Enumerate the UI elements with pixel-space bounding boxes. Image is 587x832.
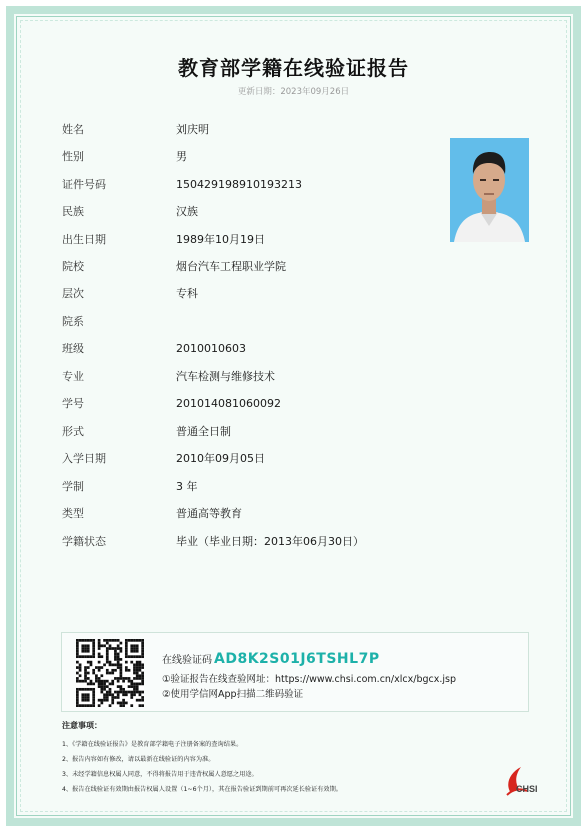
note-item: 2、报告内容如有修改，请以最新在线验证的内容为准。 xyxy=(62,756,215,763)
portrait-icon xyxy=(450,138,529,242)
field-label: 形式 xyxy=(62,425,84,438)
update-date: 更新日期：2023年09月26日 xyxy=(237,87,350,97)
field-label: 专业 xyxy=(62,370,84,383)
field-value: 汽车检测与维修技术 xyxy=(176,370,275,383)
field-label: 班级 xyxy=(62,342,84,355)
field-value: 烟台汽车工程职业学院 xyxy=(176,260,286,273)
field-value: 普通高等教育 xyxy=(176,507,242,520)
field-label: 姓名 xyxy=(62,123,84,136)
note-item: 1、《学籍在线验证报告》是教育部学籍电子注册备案的查询结果。 xyxy=(62,741,243,748)
verification-box xyxy=(61,632,529,712)
field-label: 学籍状态 xyxy=(62,535,106,548)
verification-url-tip: ①验证报告在线查验网址：https://www.chsi.com.cn/xlcx/bgcx.jsp xyxy=(162,674,456,685)
notes-title: 注意事项： xyxy=(62,721,102,730)
field-value: 201014081060092 xyxy=(176,397,281,410)
field-label: 层次 xyxy=(62,287,84,300)
note-item: 4、报告在线验证有效期由报告权属人设置（1~6个月），其在报告验证到期前可再次延长验证有效期。 xyxy=(62,786,342,793)
field-value: 男 xyxy=(176,150,187,163)
field-label: 类型 xyxy=(62,507,84,520)
field-value: 3 年 xyxy=(176,480,198,493)
note-item: 3、未经学籍信息权属人同意，不得将报告用于违背权属人意愿之用途。 xyxy=(62,771,258,778)
field-label: 学号 xyxy=(62,397,84,410)
qr-code-icon[interactable] xyxy=(76,639,144,707)
page-title: 教育部学籍在线验证报告 xyxy=(178,56,409,80)
field-value: 专科 xyxy=(176,287,198,300)
field-label: 性别 xyxy=(62,150,84,163)
field-label: 院系 xyxy=(62,315,84,328)
verification-app-tip: ②使用学信网App扫描二维码验证 xyxy=(162,689,304,700)
field-value: 汉族 xyxy=(176,205,198,218)
field-value: 150429198910193213 xyxy=(176,178,302,191)
verification-code-line xyxy=(162,651,380,667)
field-value: 毕业（毕业日期：2013年06月30日） xyxy=(176,535,364,548)
field-label: 出生日期 xyxy=(62,233,106,246)
verification-code-label: 在线验证码 xyxy=(162,655,212,666)
field-label: 院校 xyxy=(62,260,84,273)
student-photo xyxy=(450,138,529,242)
field-label: 入学日期 xyxy=(62,452,106,465)
verification-code: AD8K2S01J6TSHL7P xyxy=(214,651,380,667)
field-value: 2010年09月05日 xyxy=(176,452,265,465)
field-label: 民族 xyxy=(62,205,84,218)
chsi-logo-text: CHSI xyxy=(516,784,538,794)
field-value: 2010010603 xyxy=(176,342,246,355)
field-label: 学制 xyxy=(62,480,84,493)
field-value: 1989年10月19日 xyxy=(176,233,265,246)
field-label: 证件号码 xyxy=(62,178,106,191)
field-value: 刘庆明 xyxy=(176,123,209,136)
field-value: 普通全日制 xyxy=(176,425,231,438)
